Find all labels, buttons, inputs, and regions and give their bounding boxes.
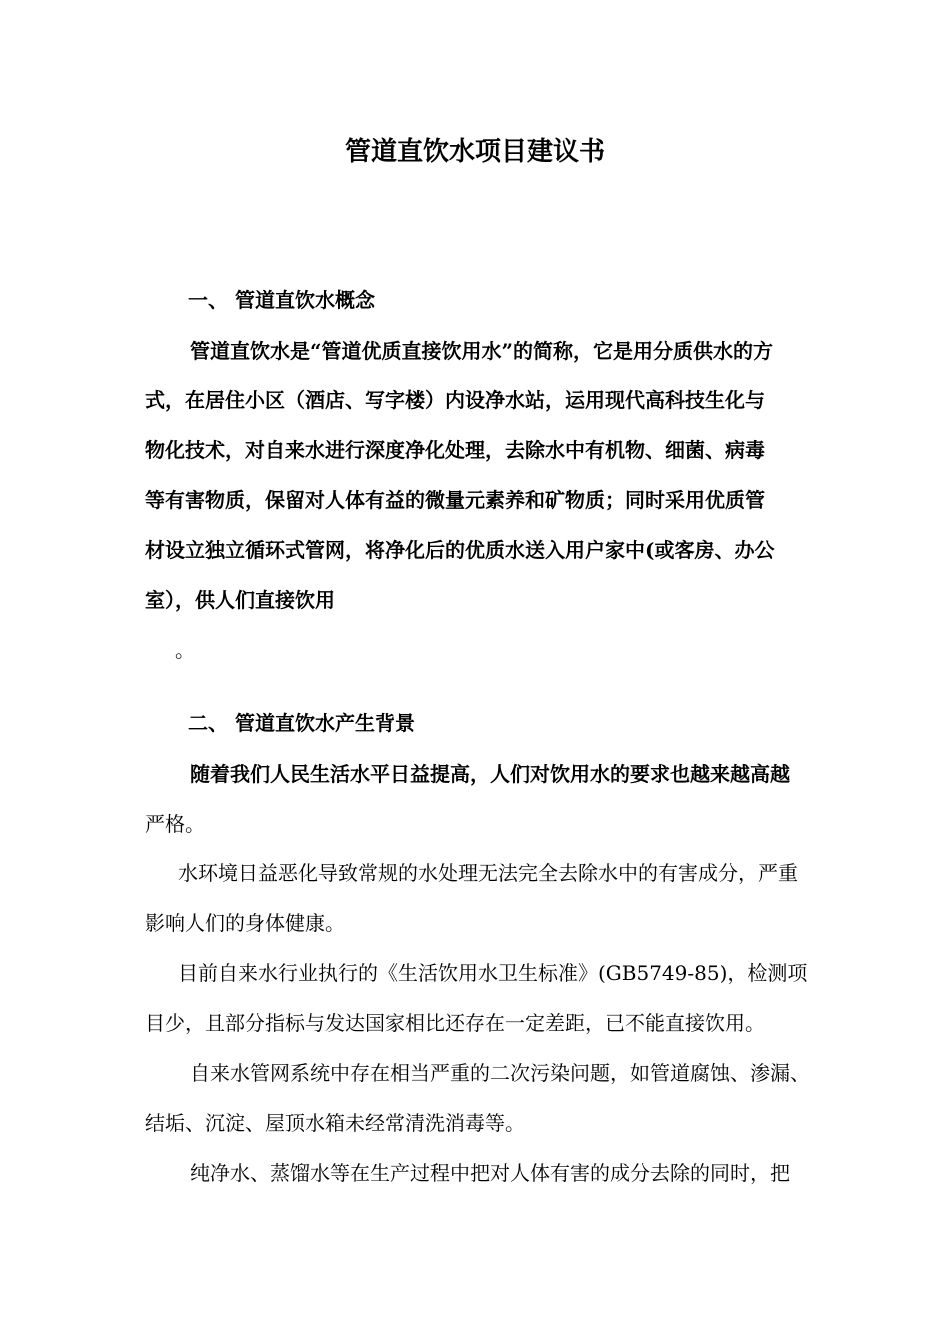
section-1-line-5: 材设立独立循环式管网，将净化后的优质水送入用户家中(或客房、办公 bbox=[145, 538, 775, 562]
section-2-line-4: 影响人们的身体健康。 bbox=[145, 911, 345, 935]
section-2-line-3: 水环境日益恶化导致常规的水处理无法完全去除水中的有害成分，严重 bbox=[178, 861, 798, 885]
section-2-line-8: 结垢、沉淀、屋顶水箱未经常清洗消毒等。 bbox=[145, 1111, 525, 1135]
section-2-line-1: 随着我们人民生活水平日益提高，人们对饮用水的要求也越来越高越 bbox=[190, 762, 790, 786]
section-1-line-4: 等有害物质，保留对人体有益的微量元素养和矿物质；同时采用优质管 bbox=[145, 488, 765, 512]
section-1-line-7: 。 bbox=[175, 638, 195, 662]
document-title: 管道直饮水项目建议书 bbox=[344, 137, 605, 167]
section-2-line-9: 纯净水、蒸馏水等在生产过程中把对人体有害的成分去除的同时，把 bbox=[190, 1161, 790, 1185]
section-2-line-6: 目少，且部分指标与发达国家相比还存在一定差距，已不能直接饮用。 bbox=[145, 1011, 765, 1035]
section-1-heading: 一、 管道直饮水概念 bbox=[188, 288, 375, 312]
section-2-line-2: 严格。 bbox=[145, 812, 205, 836]
section-1-line-1: 管道直饮水是“管道优质直接饮用水”的简称，它是用分质供水的方 bbox=[190, 339, 774, 363]
section-2-heading: 二、 管道直饮水产生背景 bbox=[188, 711, 415, 735]
section-1-line-3: 物化技术，对自来水进行深度净化处理，去除水中有机物、细菌、病毒 bbox=[145, 438, 765, 462]
section-1-line-6: 室），供人们直接饮用 bbox=[145, 588, 335, 612]
section-1-line-2: 式，在居住小区（酒店、写字楼）内设净水站，运用现代高科技生化与 bbox=[145, 388, 765, 412]
section-2-line-7: 自来水管网系统中存在相当严重的二次污染问题，如管道腐蚀、渗漏、 bbox=[190, 1061, 810, 1085]
section-2-line-5: 目前自来水行业执行的《生活饮用水卫生标准》(GB5749-85)，检测项 bbox=[178, 961, 808, 985]
